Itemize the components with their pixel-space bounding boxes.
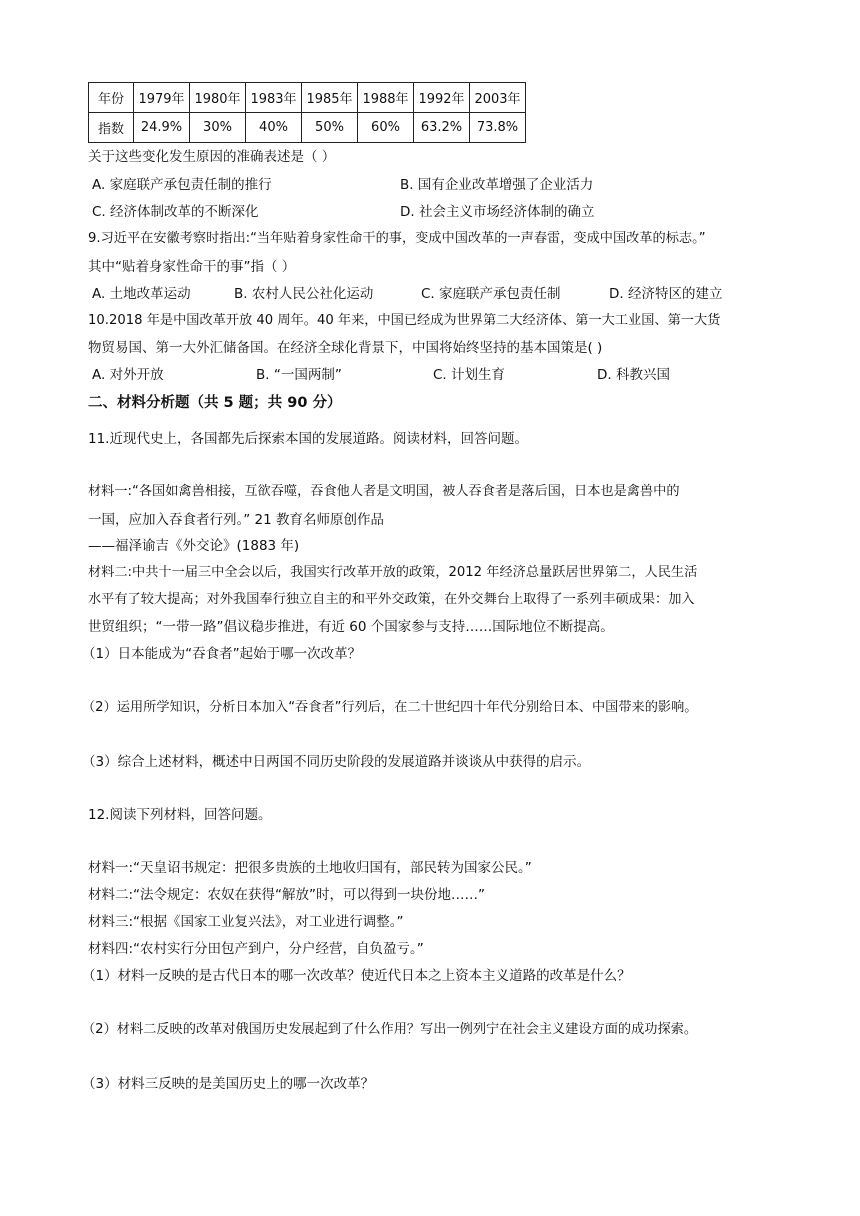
q11-subquestion-3: （3）综合上述材料，概述中日两国不同历史阶段的发展道路并谈谈从中获得的启示。 [82, 754, 591, 770]
table-cell: 24.9% [134, 113, 190, 143]
q12-material-4: 材料四:“农村实行分田包产到户，分户经营，自负盈亏。” [88, 941, 424, 957]
q9-option-d: D. 经济特区的建立 [609, 286, 723, 302]
table-cell: 60% [358, 113, 414, 143]
q10-option-c: C. 计划生育 [433, 367, 506, 383]
q9-line-2: 其中“贴着身家性命干的事”指（ ） [88, 259, 296, 275]
q11-subquestion-2: （2）运用所学知识，分析日本加入“吞食者”行列后，在二十世纪四十年代分别给日本、中国带来的影响。 [82, 700, 698, 715]
table-cell: 1983年 [246, 83, 302, 113]
q11-subquestion-1: （1）日本能成为“吞食者”起始于哪一次改革？ [82, 646, 362, 662]
q10-option-a: A. 对外开放 [92, 367, 164, 383]
q9-line-1: 9.习近平在安徽考察时指出:“当年贴着身家性命干的事，变成中国改革的一声春雷，变成中国改革的标志。” [88, 231, 706, 246]
q10-option-d: D. 科教兴国 [597, 367, 670, 383]
q12-material-3: 材料三:“根据《国家工业复兴法》，对工业进行调整。” [88, 914, 404, 930]
section-heading: 二、材料分析题（共 5 题；共 90 分） [88, 395, 342, 411]
q10-line-1: 10.2018 年是中国改革开放 40 周年。40 年来，中国已经成为世界第二大经济体、第一大工业国、第一大货 [88, 313, 721, 328]
q12-intro: 12.阅读下列材料，回答问题。 [88, 807, 272, 823]
q11-material-1-line-2: 一国，应加入吞食者行列。” 21 教育名师原创作品 [88, 512, 385, 528]
table-cell: 年份 [89, 83, 134, 113]
table-cell: 40% [246, 113, 302, 143]
q11-material-1-source: ——福泽谕吉《外交论》(1883 年) [88, 538, 300, 554]
q12-material-1: 材料一:“天皇诏书规定：把很多贵族的土地收归国有，部民转为国家公民。” [88, 860, 532, 876]
q8-option-a: A. 家庭联产承包责任制的推行 [92, 177, 272, 193]
q10-line-2: 物贸易国、第一大外汇储备国。在经济全球化背景下，中国将始终坚持的基本国策是( ) [88, 340, 603, 356]
q11-material-2-line-2: 水平有了较大提高；对外我国奉行独立自主的和平外交政策，在外交舞台上取得了一系列丰硕成果：加入 [88, 592, 695, 607]
q11-material-2-line-1: 材料二:中共十一届三中全会以后，我国实行改革开放的政策，2012 年经济总量跃居世界第二，人民生活 [88, 565, 698, 580]
q8-option-d: D. 社会主义市场经济体制的确立 [400, 204, 595, 220]
table-cell: 30% [190, 113, 246, 143]
q12-subquestion-1: （1）材料一反映的是古代日本的哪一次改革？使近代日本之上资本主义道路的改革是什么？ [82, 968, 631, 984]
table-cell: 73.8% [470, 113, 526, 143]
table-cell: 1985年 [302, 83, 358, 113]
table-cell: 1988年 [358, 83, 414, 113]
table-cell: 1979年 [134, 83, 190, 113]
table-cell: 63.2% [414, 113, 470, 143]
q12-subquestion-2: （2）材料二反映的改革对俄国历史发展起到了什么作用？写出一例列宁在社会主义建设方面的成功探索。 [82, 1022, 698, 1037]
q12-material-2: 材料二:“法令规定：农奴在获得“解放”时，可以得到一块份地……” [88, 887, 486, 903]
table-cell: 2003年 [470, 83, 526, 113]
q11-material-2-line-3: 世贸组织；“一带一路”倡议稳步推进，有近 60 个国家参与支持……国际地位不断提高。 [88, 619, 614, 635]
q9-option-b: B. 农村人民公社化运动 [234, 286, 374, 302]
q10-option-b: B. “一国两制” [256, 367, 342, 383]
table-cell: 50% [302, 113, 358, 143]
q8-option-b: B. 国有企业改革增强了企业活力 [400, 177, 594, 193]
table-cell: 1980年 [190, 83, 246, 113]
q8-option-c: C. 经济体制改革的不断深化 [92, 204, 259, 220]
q9-option-a: A. 土地改革运动 [92, 286, 191, 302]
q8-stem: 关于这些变化发生原因的准确表述是（ ） [88, 149, 336, 165]
index-table [88, 82, 526, 143]
table-row [89, 83, 526, 113]
table-cell: 指数 [89, 113, 134, 143]
table-cell: 1992年 [414, 83, 470, 113]
q11-intro: 11.近现代史上，各国都先后探索本国的发展道路。阅读材料，回答问题。 [88, 431, 528, 447]
table-row [89, 113, 526, 143]
q12-subquestion-3: （3）材料三反映的是美国历史上的哪一次改革？ [82, 1076, 375, 1092]
q11-material-1-line-1: 材料一:“各国如禽兽相接，互欲吞噬，吞食他人者是文明国，被人吞食者是落后国，日本也是禽兽中的 [88, 484, 680, 499]
q9-option-c: C. 家庭联产承包责任制 [421, 286, 561, 302]
